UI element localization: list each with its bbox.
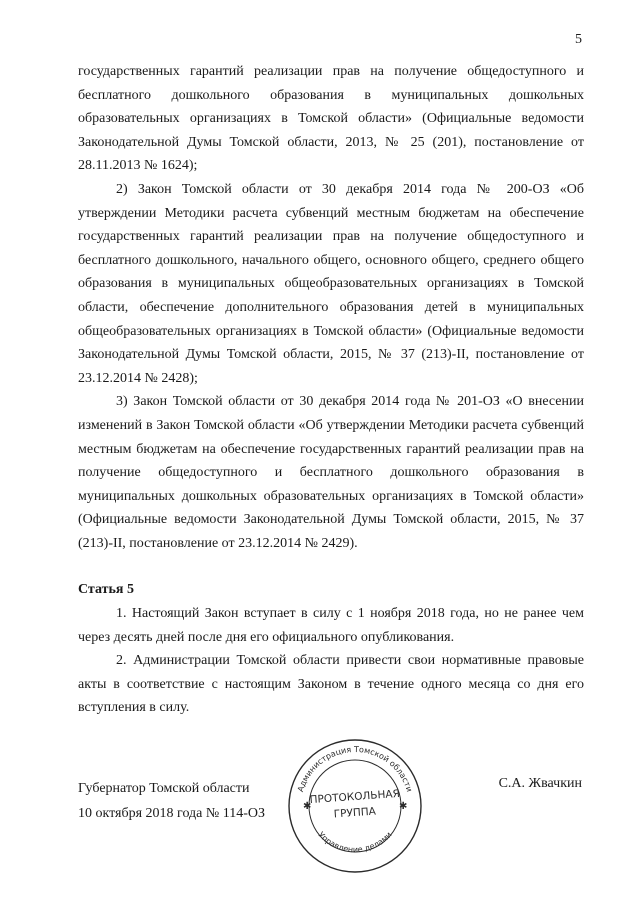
governor-name: С.А. Жвачкин [498, 776, 582, 791]
page-number: 5 [575, 32, 582, 47]
stamp-ring-text-top: Администрация Томской области [296, 744, 414, 793]
stamp-center-line2: ГРУППА [333, 805, 377, 821]
paragraph-item-2: 2) Закон Томской области от 30 декабря 2014 года № 200-ОЗ «Об утверждении Методики расчета субвенций местным бюджетам на обеспечение государственных гарантий реализации прав на получение общедоступного и бесплатного дошкольного, начального общего, основного общего, среднего общего образования в муниципальных общеобразовательных организациях в Томской области, обеспечение дополнительного образования детей в муниципальных общеобразовательных организациях в Томской области» (Официальные ведомости Законодательной Думы Томской области, 2015, № 37 (213)-II, постановление от 23.12.2014 № 2428); [78, 181, 584, 386]
article-paragraph-1: 1. Настоящий Закон вступает в силу с 1 ноября 2018 года, но не ранее чем через десять дней после дня его официального опубликования. [78, 606, 584, 645]
article-heading: Статья 5 [78, 582, 134, 598]
official-stamp [287, 738, 423, 874]
stamp-star-right-icon: ✱ [399, 801, 408, 812]
law-date-number: 10 октября 2018 года № 114-ОЗ [78, 806, 266, 821]
document-body [78, 60, 584, 720]
stamp-center-line1: ПРОТОКОЛЬНАЯ [309, 787, 401, 807]
signature-block [78, 776, 265, 826]
stamp-ring-text-bottom: Управление делами [316, 830, 394, 855]
article-paragraph-2: 2. Администрации Томской области привести свои нормативные правовые акты в соответствие с настоящим Законом в течение одного месяца со дня его вступления в силу. [78, 653, 584, 716]
paragraph-item-3: 3) Закон Томской области от 30 декабря 2014 года № 201-ОЗ «О внесении изменений в Закон Томской области «Об утверждении Методики расчета субвенций местным бюджетам на обеспечение государственных гарантий реализации прав на получение общедоступного и бесплатного дошкольного образования в муниципальных дошкольных образовательных организациях в Томской области» (Официальные ведомости Законодательной Думы Томской области, 2015, № 37 (213)-II, постановление от 23.12.2014 № 2429). [78, 394, 584, 551]
paragraph-continuation: государственных гарантий реализации прав на получение общедоступного и бесплатного дошкольного образования в муниципальных дошкольных образовательных организациях в Томской области» (Официальные ведомости Законодательной Думы Томской области, 2013, № 25 (201), постановление от 28.11.2013 № 1624); [78, 64, 584, 174]
stamp-star-left-icon: ✱ [303, 801, 312, 812]
governor-title: Губернатор Томской области [78, 781, 250, 796]
